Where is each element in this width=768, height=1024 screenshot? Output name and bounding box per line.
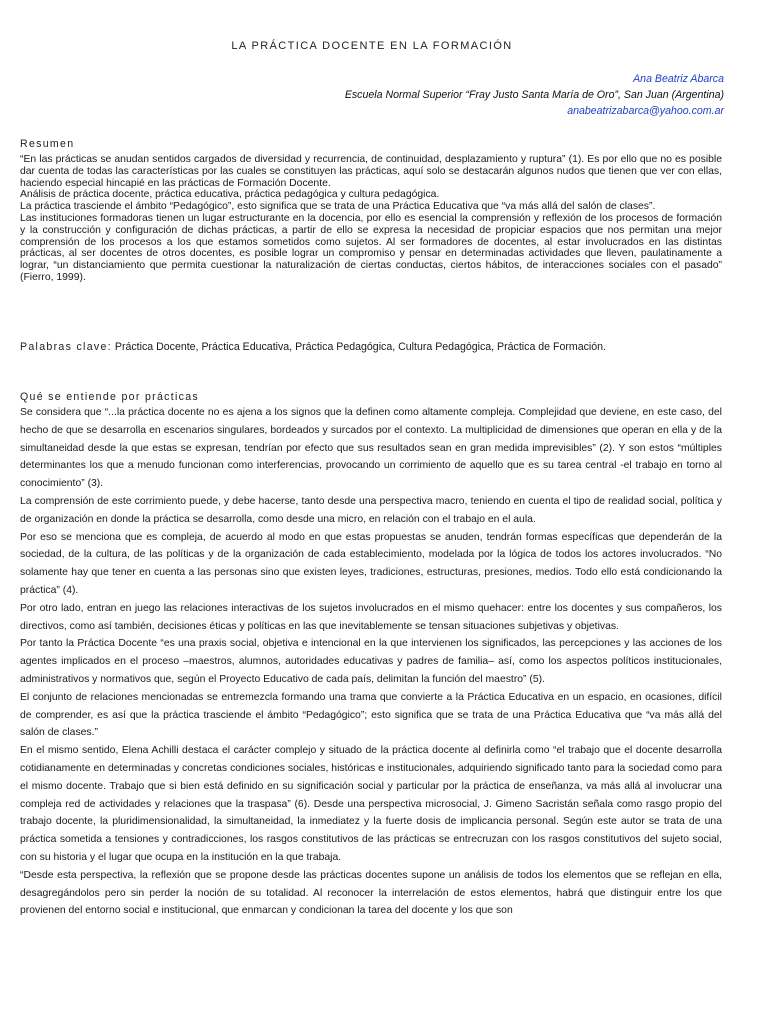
section-paragraph: Se considera que “...la práctica docente no es ajena a los signos que la definen como altamente compleja. Complejidad que deviene, en este caso, del hecho de que se desarrolla en escenarios singulares, bordeados y surcados por el contexto. La multiplicidad de dimensiones que operan en ella y de la simultaneidad desde la que estas se expresan, tendrían por efecto que sus resultados sean en gran medida imprevisibles” (2). Y son estos “múltiples determinantes los que a menudo funcionan como interferencias, provocando un corrimiento de aquello que es su tarea central -el trabajo en torno al conocimiento” (3). xyxy=(20,407,722,490)
section-paragraph: Por otro lado, entran en juego las relaciones interactivas de los sujetos involucrados en el mismo quehacer: entre los docentes y sus compañeros, los directivos, como así también, decisiones éticas y políticas en las que inevitablemente se tensan situaciones subjetivas y objetivas. xyxy=(20,602,722,632)
resumen-heading: Resumen xyxy=(20,138,75,150)
section-paragraph: El conjunto de relaciones mencionadas se entremezcla formando una trama que convierte a la Práctica Educativa en un espacio, en ocasiones, difícil de comprender, es así que la práctica trasciende el ámbito “Pedagógico”; esto significa que se trata de una Práctica Educativa que “va más allá del salón de clases.” xyxy=(20,691,722,739)
keywords-label: Palabras clave: xyxy=(20,341,112,353)
section-heading: Qué se entiende por prácticas xyxy=(20,391,200,403)
keywords-text: Práctica Docente, Práctica Educativa, Práctica Pedagógica, Cultura Pedagógica, Práctica de Formación. xyxy=(114,341,606,353)
author-name: Ana Beatriz Abarca xyxy=(633,73,724,85)
document-title: LA PRÁCTICA DOCENTE EN LA FORMACIÓN xyxy=(231,40,513,52)
resumen-paragraph: La práctica trasciende el ámbito “Pedagógico”, esto significa que se trata de una Práctica Educativa que “va más allá del salón de clases”. xyxy=(20,201,656,213)
resumen-paragraph: Análisis de práctica docente, práctica educativa, práctica pedagógica y cultura pedagógica. xyxy=(20,189,440,201)
author-school: Escuela Normal Superior “Fray Justo Santa María de Oro”, San Juan (Argentina) xyxy=(344,89,724,101)
section-body xyxy=(20,404,722,920)
section-paragraph: En el mismo sentido, Elena Achilli destaca el carácter complejo y situado de la práctica docente al definirla como “el trabajo que el docente desarrolla cotidianamente en determinadas y concretas condiciones sociales, históricas e institucionales, adquiriendo significado tanto para la sociedad como para el mismo docente. Trabajo que si bien está definido en su significación social y particular por la práctica de enseñanza, va más allá al involucrar una compleja red de actividades y relaciones que la traspasa” (6). Desde una perspectiva microsocial, J. Gimeno Sacristán señala como rasgo propio del trabajo docente, la pluridimensionalidad, la simultaneidad, la inmediatez y la fuerte dosis de implicancia personal. Según este autor se trata de una práctica sometida a tensiones y contradicciones, los rasgos constitutivos de las prácticas se entrecruzan con los rasgos constitutivos del sujeto social, con su historia y el lugar que ocupa en la institución en la que trabaja. xyxy=(20,745,722,863)
keywords-line xyxy=(20,341,606,353)
resumen-body xyxy=(20,154,722,284)
section-paragraph: Por eso se menciona que es compleja, de acuerdo al modo en que estas propuestas se anuden, tendrán formas específicas que dependerán de la sociedad, de la cultura, de las políticas y de la organización de cada establecimiento, modelada por la lógica de todos los actores involucrados. “No solamente hay que tener en cuenta a las personas sino que existen leyes, tradiciones, estructuras, presiones, medios. Todo ello está condicionando la práctica” (4). xyxy=(20,531,722,596)
resumen-paragraph: Las instituciones formadoras tienen un lugar estructurante en la docencia, por ello es esencial la comprensión y reflexión de los procesos de formación y la construcción y configuración de dichas prácticas, a partir de ello se expresa la necesidad de propiciar espacios que nos permitan una mejor comprensión de los procesos a los que estamos sometidos como sujetos. Al ser formadores de docentes, al estar involucrados en las distintas prácticas, al ser docentes de otros docentes, es posible lograr un compromiso y pensar en determinadas actividades que lleven, paulatinamente a lograr, “un distanciamiento que permita cuestionar la naturalización de ciertas conductas, ciertos hábitos, de interacciones sociales con el pasado” (Fierro, 1999). xyxy=(20,212,722,283)
section-paragraph: Por tanto la Práctica Docente “es una praxis social, objetiva e intencional en la que intervienen los significados, las percepciones y las acciones de los agentes implicados en el proceso –maestros, alumnos, autoridades educativas y padres de familia– así, como los aspectos políticos institucionales, administrativos y normativos que, según el Proyecto Educativo de cada país, delimitan la función del maestro” (5). xyxy=(20,638,722,685)
author-email-link[interactable]: anabeatrizabarca@yahoo.com.ar xyxy=(567,105,724,117)
resumen-paragraph: “En las prácticas se anudan sentidos cargados de diversidad y recurrencia, de continuidad, desplazamiento y ruptura” (1). Es por ello que no es posible dar cuenta de todas las características por las cuales se constituyen las prácticas, aquí solo se destacarán algunos nudos que tienen que ver con ellas, haciendo especial hincapié en las prácticas de Formación Docente. xyxy=(20,154,722,189)
author-block xyxy=(345,71,724,119)
section-paragraph: “Desde esta perspectiva, la reflexión que se propone desde las prácticas docentes supone un análisis de todos los elementos que se reflejan en ella, desagregándolos pero sin perder la noción de su totalidad. Al reconocer la interrelación de estos elementos, habrá que distinguir entre los que provienen del entorno social e institucional, que enmarcan y condicionan la tarea del docente y los que son xyxy=(20,869,722,917)
section-paragraph: La comprensión de este corrimiento puede, y debe hacerse, tanto desde una perspectiva macro, teniendo en cuenta el tipo de realidad social, política y de organización en donde la práctica se desarrolla, como desde una micro, en relación con el trabajo en el aula. xyxy=(20,495,722,525)
